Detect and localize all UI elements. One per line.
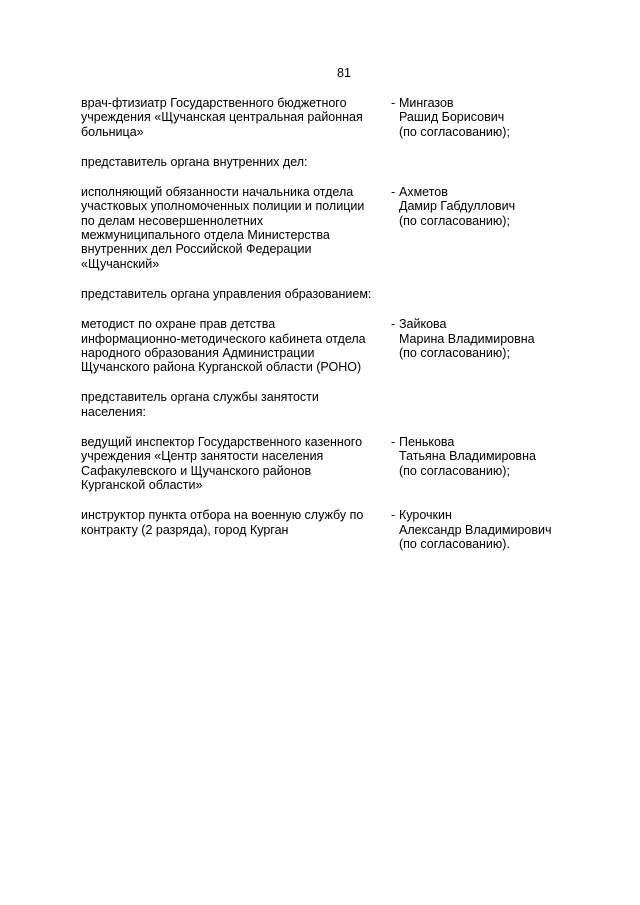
member-position: инструктор пункта отбора на военную службу по контракту (2 разряда), город Курган — [81, 508, 364, 537]
member-surname: Мингазов — [399, 96, 454, 110]
member-surname: Пенькова — [399, 435, 455, 450]
member-position: врач-фтизиатр Государственного бюджетного учреждения «Щучанская центральная районная больница» — [81, 96, 363, 139]
member-surname: Ахметов — [399, 185, 448, 200]
dash: - — [391, 96, 396, 110]
member-entry — [81, 96, 581, 139]
member-position: исполняющий обязанности начальника отдела участковых уполномоченных полиции и полиции по делам несовершеннолетних межмуниципального отдела Министерства внутренних дел Российской Федерации «Щучанский» — [81, 185, 365, 271]
member-note: (по согласованию). — [399, 536, 510, 551]
members-list — [81, 96, 581, 551]
member-surname: Курочкин — [399, 508, 452, 523]
dash: - — [391, 508, 396, 523]
member-note: (по согласованию); — [399, 124, 510, 139]
member-entry — [81, 508, 581, 551]
member-person — [391, 96, 581, 139]
dash: - — [391, 317, 396, 332]
member-given-names: Татьяна Владимировна — [399, 449, 536, 464]
member-given-names: Александр Владимирович — [399, 522, 552, 537]
member-person — [391, 435, 581, 478]
member-given-names: Дамир Габдуллович — [399, 199, 516, 214]
member-surname: Зайкова — [399, 317, 447, 332]
member-person — [391, 317, 581, 360]
member-person — [391, 185, 581, 228]
member-entry — [81, 435, 581, 492]
member-note: (по согласованию); — [399, 345, 510, 360]
section-heading: представитель органа внутренних дел: — [81, 154, 308, 169]
member-position: методист по охране прав детства информационно-методического кабинета отдела народного образования Администрации Щучанского района Курганской области (РОНО) — [81, 317, 366, 375]
section-heading: представитель органа управления образованием: — [81, 286, 372, 301]
section-heading: представитель органа службы занятости населения: — [81, 390, 319, 419]
member-note: (по согласованию); — [399, 463, 510, 478]
page-number: 81 — [337, 66, 351, 80]
member-given-names: Марина Владимировна — [399, 331, 535, 346]
member-position: ведущий инспектор Государственного казенного учреждения «Центр занятости населения Сафакулевского и Щучанского районов Курганской области» — [81, 435, 363, 492]
member-person — [391, 508, 581, 551]
member-entry — [81, 185, 581, 271]
member-entry — [81, 317, 581, 374]
member-given-names: Рашид Борисович — [399, 110, 505, 125]
member-note: (по согласованию); — [399, 213, 510, 228]
dash: - — [391, 435, 396, 450]
dash: - — [391, 185, 396, 200]
